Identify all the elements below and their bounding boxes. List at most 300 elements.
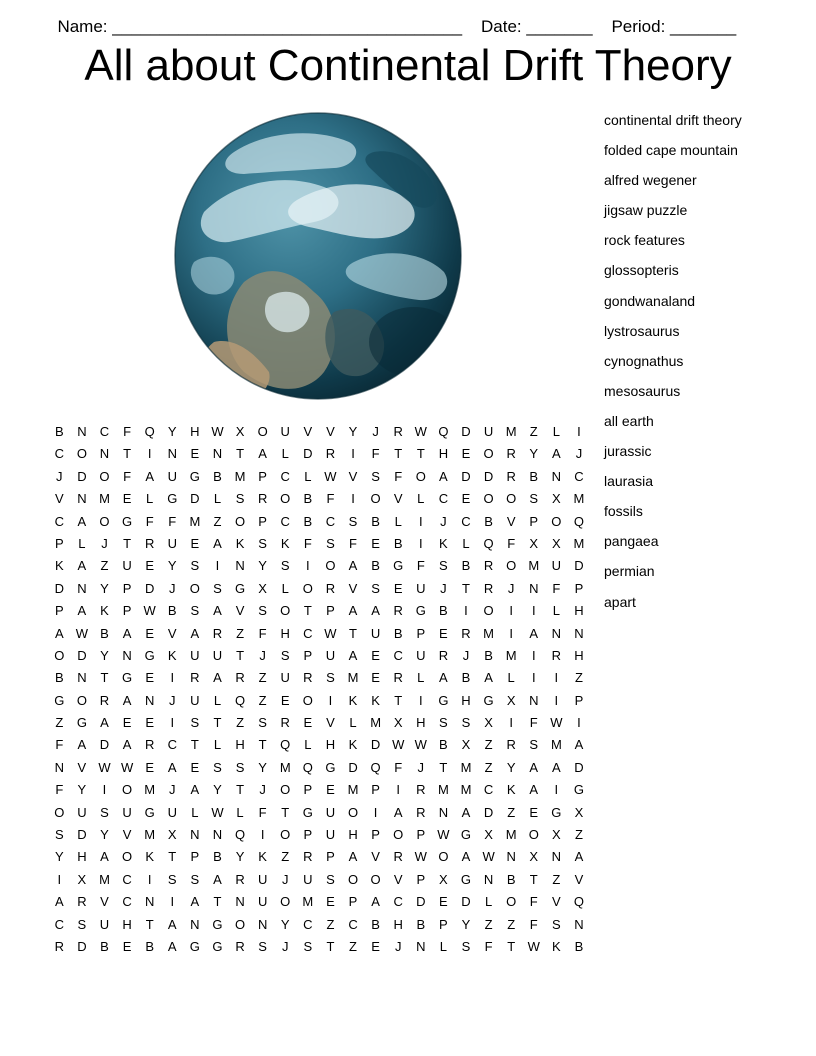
- grid-letter[interactable]: O: [347, 804, 359, 820]
- grid-letter[interactable]: F: [303, 535, 312, 551]
- grid-letter[interactable]: L: [439, 938, 447, 954]
- grid-letter[interactable]: D: [77, 468, 87, 484]
- grid-letter[interactable]: C: [438, 491, 449, 507]
- grid-letter[interactable]: I: [351, 446, 355, 462]
- grid-letter[interactable]: B: [461, 670, 471, 686]
- grid-letter[interactable]: T: [439, 759, 448, 775]
- grid-letter[interactable]: C: [54, 513, 64, 529]
- grid-letter[interactable]: J: [101, 535, 108, 551]
- grid-letter[interactable]: S: [280, 647, 290, 663]
- grid-letter[interactable]: P: [529, 513, 539, 529]
- grid-letter[interactable]: Z: [552, 871, 561, 887]
- grid-letter[interactable]: Z: [258, 692, 267, 708]
- grid-letter[interactable]: J: [507, 580, 515, 596]
- grid-letter[interactable]: A: [348, 647, 358, 663]
- grid-letter[interactable]: A: [213, 670, 222, 686]
- date-blank[interactable]: _______: [526, 17, 593, 36]
- grid-letter[interactable]: E: [439, 625, 448, 641]
- grid-letter[interactable]: S: [280, 558, 290, 574]
- grid-letter[interactable]: Z: [484, 916, 493, 932]
- grid-letter[interactable]: A: [213, 535, 222, 551]
- grid-letter[interactable]: Y: [461, 916, 471, 932]
- grid-letter[interactable]: B: [371, 513, 380, 529]
- grid-letter[interactable]: M: [505, 424, 517, 439]
- grid-letter[interactable]: Z: [349, 938, 357, 954]
- grid-letter[interactable]: P: [416, 827, 426, 843]
- grid-letter[interactable]: I: [147, 446, 152, 462]
- grid-letter[interactable]: U: [190, 647, 200, 663]
- grid-letter[interactable]: G: [189, 468, 200, 484]
- grid-letter[interactable]: P: [326, 603, 335, 619]
- grid-letter[interactable]: R: [506, 737, 516, 753]
- grid-letter[interactable]: R: [325, 446, 336, 462]
- grid-letter[interactable]: D: [461, 894, 471, 910]
- grid-letter[interactable]: A: [529, 759, 539, 775]
- grid-letter[interactable]: R: [416, 782, 426, 798]
- grid-letter[interactable]: N: [212, 446, 223, 462]
- grid-letter[interactable]: A: [574, 737, 584, 753]
- grid-letter[interactable]: S: [461, 715, 471, 731]
- grid-letter[interactable]: C: [393, 647, 403, 663]
- grid-letter[interactable]: V: [77, 759, 87, 775]
- grid-letter[interactable]: D: [77, 827, 87, 843]
- grid-letter[interactable]: G: [325, 759, 336, 775]
- grid-letter[interactable]: O: [76, 692, 87, 708]
- grid-letter[interactable]: T: [349, 625, 357, 641]
- grid-letter[interactable]: G: [573, 782, 585, 798]
- grid-letter[interactable]: F: [349, 535, 357, 551]
- grid-letter[interactable]: J: [56, 468, 63, 484]
- grid-letter[interactable]: M: [234, 468, 246, 484]
- grid-letter[interactable]: G: [483, 692, 494, 708]
- grid-letter[interactable]: T: [462, 580, 470, 596]
- grid-letter[interactable]: R: [190, 670, 200, 686]
- grid-letter[interactable]: X: [552, 535, 561, 551]
- grid-letter[interactable]: L: [507, 670, 515, 686]
- grid-letter[interactable]: G: [122, 513, 133, 529]
- grid-letter[interactable]: S: [190, 715, 200, 731]
- grid-letter[interactable]: U: [325, 647, 336, 663]
- grid-letter[interactable]: W: [98, 759, 111, 775]
- grid-letter[interactable]: H: [574, 647, 584, 663]
- grid-letter[interactable]: B: [529, 468, 539, 484]
- grid-letter[interactable]: X: [167, 827, 177, 843]
- grid-letter[interactable]: P: [303, 647, 313, 663]
- grid-letter[interactable]: Q: [483, 535, 494, 551]
- grid-letter[interactable]: Z: [507, 804, 516, 820]
- grid-letter[interactable]: F: [55, 737, 64, 753]
- grid-letter[interactable]: A: [348, 558, 358, 574]
- grid-letter[interactable]: Z: [281, 849, 290, 865]
- grid-letter[interactable]: V: [167, 625, 177, 641]
- grid-letter[interactable]: K: [100, 603, 109, 619]
- grid-letter[interactable]: Y: [280, 916, 290, 932]
- grid-letter[interactable]: M: [460, 782, 472, 798]
- grid-letter[interactable]: O: [483, 446, 494, 462]
- grid-letter[interactable]: I: [328, 692, 333, 708]
- grid-letter[interactable]: S: [167, 871, 177, 887]
- grid-letter[interactable]: A: [54, 625, 64, 641]
- grid-letter[interactable]: B: [393, 625, 403, 641]
- grid-letter[interactable]: F: [55, 782, 64, 798]
- grid-letter[interactable]: T: [236, 647, 245, 663]
- grid-letter[interactable]: S: [303, 938, 313, 954]
- grid-letter[interactable]: B: [145, 938, 154, 954]
- grid-letter[interactable]: E: [371, 535, 380, 551]
- grid-letter[interactable]: X: [529, 849, 539, 865]
- grid-letter[interactable]: U: [551, 558, 562, 574]
- grid-letter[interactable]: L: [213, 737, 222, 753]
- grid-letter[interactable]: T: [145, 916, 154, 932]
- grid-letter[interactable]: A: [529, 625, 539, 641]
- grid-letter[interactable]: U: [167, 535, 177, 551]
- grid-letter[interactable]: R: [235, 871, 245, 887]
- grid-letter[interactable]: X: [552, 491, 561, 507]
- grid-letter[interactable]: L: [304, 468, 312, 484]
- grid-letter[interactable]: O: [483, 603, 494, 619]
- grid-letter[interactable]: A: [393, 804, 403, 820]
- grid-letter[interactable]: N: [574, 916, 584, 932]
- grid-letter[interactable]: P: [326, 849, 335, 865]
- grid-letter[interactable]: J: [575, 446, 583, 462]
- grid-letter[interactable]: T: [213, 894, 222, 910]
- grid-letter[interactable]: G: [144, 647, 155, 663]
- grid-letter[interactable]: P: [258, 468, 267, 484]
- grid-letter[interactable]: B: [213, 849, 222, 865]
- grid-letter[interactable]: T: [190, 737, 199, 753]
- grid-letter[interactable]: N: [235, 558, 245, 574]
- grid-letter[interactable]: T: [258, 737, 267, 753]
- grid-letter[interactable]: D: [54, 580, 64, 596]
- grid-letter[interactable]: N: [190, 916, 200, 932]
- grid-letter[interactable]: C: [167, 737, 177, 753]
- grid-letter[interactable]: H: [122, 916, 132, 932]
- grid-letter[interactable]: U: [280, 424, 290, 439]
- grid-letter[interactable]: K: [54, 558, 64, 574]
- grid-letter[interactable]: R: [280, 715, 290, 731]
- grid-letter[interactable]: V: [100, 894, 109, 910]
- grid-letter[interactable]: W: [482, 849, 495, 865]
- grid-letter[interactable]: S: [258, 535, 267, 551]
- grid-letter[interactable]: K: [552, 938, 561, 954]
- grid-letter[interactable]: A: [213, 871, 222, 887]
- grid-letter[interactable]: R: [416, 804, 426, 820]
- grid-letter[interactable]: S: [100, 804, 109, 820]
- grid-letter[interactable]: M: [528, 558, 540, 574]
- grid-letter[interactable]: G: [122, 670, 133, 686]
- grid-letter[interactable]: F: [123, 468, 132, 484]
- grid-letter[interactable]: L: [484, 894, 493, 910]
- grid-letter[interactable]: S: [54, 827, 64, 843]
- grid-letter[interactable]: N: [529, 692, 539, 708]
- grid-letter[interactable]: C: [54, 446, 64, 462]
- grid-letter[interactable]: Q: [573, 894, 585, 910]
- grid-letter[interactable]: J: [169, 692, 176, 708]
- grid-letter[interactable]: E: [461, 446, 471, 462]
- grid-letter[interactable]: Z: [258, 670, 267, 686]
- grid-letter[interactable]: B: [439, 737, 448, 753]
- grid-letter[interactable]: P: [416, 871, 426, 887]
- grid-letter[interactable]: P: [122, 603, 132, 619]
- grid-letter[interactable]: D: [370, 737, 381, 753]
- grid-letter[interactable]: M: [550, 737, 562, 753]
- grid-letter[interactable]: M: [573, 535, 585, 551]
- grid-letter[interactable]: M: [505, 827, 517, 843]
- grid-letter[interactable]: H: [393, 916, 403, 932]
- grid-letter[interactable]: I: [373, 804, 378, 820]
- grid-letter[interactable]: K: [145, 849, 154, 865]
- grid-letter[interactable]: D: [144, 580, 155, 596]
- grid-letter[interactable]: R: [483, 558, 494, 574]
- grid-letter[interactable]: O: [393, 827, 404, 843]
- grid-letter[interactable]: H: [190, 424, 200, 439]
- grid-letter[interactable]: X: [574, 804, 584, 820]
- grid-letter[interactable]: B: [439, 603, 448, 619]
- grid-letter[interactable]: Z: [236, 625, 245, 641]
- grid-letter[interactable]: Q: [302, 759, 313, 775]
- grid-letter[interactable]: C: [393, 894, 403, 910]
- grid-letter[interactable]: F: [552, 580, 561, 596]
- grid-letter[interactable]: I: [554, 670, 559, 686]
- grid-letter[interactable]: X: [258, 580, 267, 596]
- grid-letter[interactable]: W: [550, 715, 563, 731]
- grid-letter[interactable]: Q: [144, 424, 155, 439]
- grid-letter[interactable]: H: [77, 849, 87, 865]
- grid-letter[interactable]: P: [574, 580, 584, 596]
- grid-letter[interactable]: T: [236, 782, 245, 798]
- grid-letter[interactable]: J: [281, 871, 289, 887]
- grid-letter[interactable]: M: [144, 827, 156, 843]
- grid-letter[interactable]: L: [191, 804, 199, 820]
- grid-letter[interactable]: X: [393, 715, 403, 731]
- grid-letter[interactable]: O: [506, 491, 517, 507]
- grid-letter[interactable]: Z: [100, 558, 109, 574]
- grid-letter[interactable]: G: [189, 938, 200, 954]
- grid-letter[interactable]: W: [143, 603, 156, 619]
- grid-letter[interactable]: A: [145, 468, 154, 484]
- grid-letter[interactable]: E: [371, 647, 380, 663]
- grid-letter[interactable]: T: [100, 670, 109, 686]
- grid-letter[interactable]: Z: [484, 737, 493, 753]
- grid-letter[interactable]: E: [326, 782, 335, 798]
- grid-letter[interactable]: Z: [326, 916, 335, 932]
- grid-letter[interactable]: A: [461, 804, 471, 820]
- grid-letter[interactable]: J: [372, 424, 379, 439]
- grid-letter[interactable]: N: [77, 670, 87, 686]
- grid-letter[interactable]: K: [371, 692, 380, 708]
- grid-letter[interactable]: V: [348, 468, 358, 484]
- grid-letter[interactable]: N: [144, 692, 155, 708]
- grid-letter[interactable]: O: [280, 782, 291, 798]
- grid-letter[interactable]: B: [416, 916, 426, 932]
- grid-letter[interactable]: B: [461, 558, 471, 574]
- grid-letter[interactable]: D: [416, 894, 426, 910]
- grid-letter[interactable]: H: [416, 715, 426, 731]
- grid-letter[interactable]: K: [258, 849, 267, 865]
- grid-letter[interactable]: O: [280, 827, 291, 843]
- grid-letter[interactable]: K: [167, 647, 177, 663]
- grid-letter[interactable]: C: [483, 782, 494, 798]
- grid-letter[interactable]: D: [77, 647, 87, 663]
- grid-letter[interactable]: I: [577, 424, 581, 439]
- grid-letter[interactable]: G: [144, 804, 155, 820]
- grid-letter[interactable]: C: [348, 916, 358, 932]
- grid-letter[interactable]: J: [417, 759, 425, 775]
- grid-letter[interactable]: Y: [100, 580, 109, 596]
- grid-letter[interactable]: V: [122, 827, 132, 843]
- grid-letter[interactable]: O: [551, 513, 562, 529]
- grid-letter[interactable]: G: [234, 580, 246, 596]
- grid-letter[interactable]: E: [439, 894, 448, 910]
- grid-letter[interactable]: O: [76, 446, 87, 462]
- grid-letter[interactable]: A: [190, 782, 200, 798]
- grid-letter[interactable]: O: [528, 827, 539, 843]
- grid-letter[interactable]: Z: [574, 827, 583, 843]
- grid-letter[interactable]: A: [439, 670, 448, 686]
- grid-letter[interactable]: O: [54, 804, 65, 820]
- grid-letter[interactable]: O: [302, 692, 313, 708]
- grid-letter[interactable]: L: [213, 491, 222, 507]
- grid-letter[interactable]: D: [303, 446, 313, 462]
- grid-letter[interactable]: Y: [258, 759, 267, 775]
- grid-letter[interactable]: L: [304, 737, 312, 753]
- grid-letter[interactable]: H: [574, 603, 584, 619]
- grid-letter[interactable]: D: [99, 737, 110, 753]
- grid-letter[interactable]: G: [438, 692, 449, 708]
- grid-letter[interactable]: Y: [213, 782, 222, 798]
- grid-letter[interactable]: I: [260, 827, 265, 843]
- grid-letter[interactable]: C: [303, 916, 313, 932]
- grid-letter[interactable]: A: [552, 759, 561, 775]
- grid-letter[interactable]: F: [326, 491, 335, 507]
- grid-letter[interactable]: C: [280, 468, 290, 484]
- grid-letter[interactable]: N: [167, 446, 177, 462]
- grid-letter[interactable]: S: [439, 558, 448, 574]
- grid-letter[interactable]: W: [211, 804, 224, 820]
- grid-letter[interactable]: I: [509, 603, 513, 619]
- grid-letter[interactable]: A: [348, 603, 358, 619]
- grid-letter[interactable]: U: [370, 625, 381, 641]
- grid-letter[interactable]: A: [371, 894, 380, 910]
- grid-letter[interactable]: X: [77, 871, 87, 887]
- grid-letter[interactable]: A: [348, 849, 358, 865]
- grid-letter[interactable]: P: [574, 692, 584, 708]
- grid-letter[interactable]: N: [551, 849, 562, 865]
- grid-letter[interactable]: B: [506, 871, 516, 887]
- grid-letter[interactable]: T: [416, 446, 425, 462]
- grid-letter[interactable]: Q: [234, 827, 246, 843]
- grid-letter[interactable]: R: [461, 625, 471, 641]
- grid-letter[interactable]: F: [145, 513, 154, 529]
- grid-letter[interactable]: B: [303, 491, 313, 507]
- grid-letter[interactable]: S: [529, 737, 539, 753]
- grid-letter[interactable]: S: [371, 468, 380, 484]
- grid-letter[interactable]: X: [461, 737, 471, 753]
- grid-letter[interactable]: S: [258, 603, 267, 619]
- grid-letter[interactable]: E: [190, 446, 200, 462]
- grid-letter[interactable]: E: [461, 491, 471, 507]
- grid-letter[interactable]: D: [77, 938, 87, 954]
- grid-letter[interactable]: Y: [348, 424, 358, 439]
- grid-letter[interactable]: E: [145, 715, 154, 731]
- grid-letter[interactable]: I: [102, 782, 107, 798]
- grid-letter[interactable]: Q: [234, 692, 246, 708]
- grid-letter[interactable]: S: [371, 580, 380, 596]
- grid-letter[interactable]: J: [440, 513, 447, 529]
- grid-letter[interactable]: O: [257, 424, 268, 439]
- grid-letter[interactable]: A: [258, 446, 267, 462]
- grid-letter[interactable]: R: [506, 468, 516, 484]
- grid-letter[interactable]: E: [371, 670, 380, 686]
- grid-letter[interactable]: F: [529, 894, 538, 910]
- grid-letter[interactable]: N: [77, 491, 87, 507]
- grid-letter[interactable]: N: [529, 580, 539, 596]
- grid-letter[interactable]: U: [416, 580, 426, 596]
- grid-letter[interactable]: R: [393, 849, 403, 865]
- grid-letter[interactable]: I: [170, 715, 175, 731]
- grid-letter[interactable]: N: [144, 894, 155, 910]
- grid-letter[interactable]: B: [484, 647, 493, 663]
- grid-letter[interactable]: C: [574, 468, 584, 484]
- grid-letter[interactable]: T: [507, 938, 516, 954]
- grid-letter[interactable]: W: [527, 938, 540, 954]
- grid-letter[interactable]: L: [552, 603, 560, 619]
- grid-letter[interactable]: O: [280, 603, 291, 619]
- grid-letter[interactable]: N: [212, 827, 223, 843]
- grid-letter[interactable]: O: [302, 580, 313, 596]
- grid-letter[interactable]: Q: [370, 759, 381, 775]
- grid-letter[interactable]: E: [280, 692, 290, 708]
- grid-letter[interactable]: T: [529, 871, 538, 887]
- grid-letter[interactable]: E: [190, 535, 200, 551]
- grid-letter[interactable]: V: [574, 871, 584, 887]
- grid-letter[interactable]: A: [574, 849, 584, 865]
- grid-letter[interactable]: M: [189, 513, 201, 529]
- grid-letter[interactable]: A: [77, 737, 87, 753]
- grid-letter[interactable]: A: [122, 737, 132, 753]
- grid-letter[interactable]: R: [303, 849, 313, 865]
- grid-letter[interactable]: R: [438, 647, 449, 663]
- grid-letter[interactable]: A: [439, 468, 448, 484]
- grid-letter[interactable]: G: [54, 692, 65, 708]
- grid-letter[interactable]: P: [303, 782, 313, 798]
- grid-letter[interactable]: B: [54, 424, 64, 439]
- grid-letter[interactable]: D: [574, 759, 584, 775]
- period-blank[interactable]: _______: [670, 17, 737, 36]
- grid-letter[interactable]: E: [190, 759, 200, 775]
- grid-letter[interactable]: N: [257, 916, 268, 932]
- grid-letter[interactable]: A: [529, 782, 539, 798]
- grid-letter[interactable]: A: [213, 603, 222, 619]
- grid-letter[interactable]: N: [551, 625, 562, 641]
- grid-letter[interactable]: S: [552, 916, 561, 932]
- grid-letter[interactable]: O: [438, 849, 449, 865]
- grid-letter[interactable]: C: [325, 513, 336, 529]
- grid-letter[interactable]: V: [235, 603, 245, 619]
- grid-letter[interactable]: F: [394, 759, 403, 775]
- grid-letter[interactable]: I: [531, 670, 536, 686]
- grid-letter[interactable]: R: [144, 535, 155, 551]
- grid-letter[interactable]: U: [167, 468, 177, 484]
- grid-letter[interactable]: U: [167, 804, 177, 820]
- grid-letter[interactable]: B: [393, 535, 403, 551]
- grid-letter[interactable]: U: [122, 804, 132, 820]
- name-blank[interactable]: _____________________________________: [112, 17, 463, 36]
- grid-letter[interactable]: Y: [54, 849, 64, 865]
- grid-letter[interactable]: Y: [167, 558, 177, 574]
- grid-letter[interactable]: I: [418, 513, 423, 529]
- grid-letter[interactable]: P: [122, 580, 132, 596]
